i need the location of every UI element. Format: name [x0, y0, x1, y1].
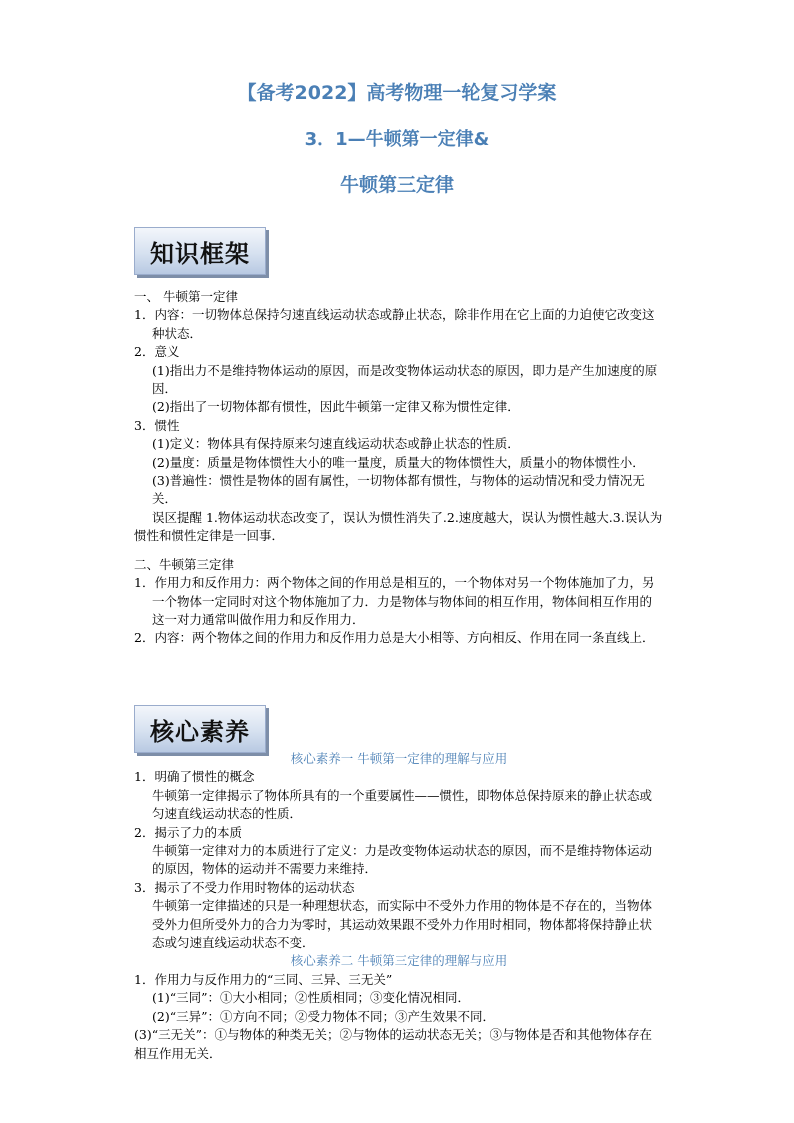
section2-heading: 二、牛顿第三定律: [134, 556, 235, 572]
core1-point2: 2．揭示了力的本质: [134, 824, 242, 840]
knowledge-framework-banner: 知识框架: [134, 227, 266, 275]
section1-heading: 一、 牛顿第一定律: [134, 289, 238, 304]
core1-point2-text: 牛顿第一定律对力的本质进行了定义：力是改变物体运动状态的原因，而不是维持物体运动的原因，物体的运动并不需要力来维持．: [152, 843, 653, 877]
core1-point1-text: 牛顿第一定律揭示了物体所具有的一个重要属性——惯性，即物体总保持原来的静止状态或匀速直线运动状态的性质．: [152, 787, 653, 822]
lesson-title-line2: 牛顿第三定律: [339, 174, 454, 196]
lesson-title-line1: 3．1—牛顿第一定律&: [304, 129, 490, 150]
section1-item3-2: (2)量度：质量是物体惯性大小的唯一量度，质量大的物体惯性大，质量小的物体惯性小．: [152, 454, 645, 470]
section1-item2: 2．意义: [134, 344, 180, 360]
section1-item3-1: (1)定义：物体具有保持原来匀速直线运动状态或静止状态的性质．: [152, 436, 520, 452]
misconception-tip: 误区提醒 1.物体运动状态改变了，误认为惯性消失了.2.速度越大，误认为惯性越大.3.误认为惯性和惯性定律是一回事．: [134, 509, 663, 544]
core1-point3: 3．揭示了不受力作用时物体的运动状态: [134, 879, 355, 895]
knowledge-framework-section: [134, 288, 664, 648]
core1-point3-text: 牛顿第一定律描述的只是一种理想状态，而实际中不受外力作用的物体是不存在的，当物体受外力但所受外力的合力为零时，其运动效果跟不受外力作用时相同，物体都将保持静止状态或匀速直线运动状态不变．: [152, 898, 653, 951]
core2-subtitle: 核心素养二 牛顿第三定律的理解与应用: [290, 953, 508, 969]
section1-item3: 3．惯性: [134, 417, 180, 433]
core1-subtitle: 核心素养一 牛顿第一定律的理解与应用: [290, 751, 508, 766]
section1-item2-2: (2)指出了一切物体都有惯性，因此牛顿第一定律又称为惯性定律．: [152, 399, 520, 415]
core-literacy-section: [134, 750, 664, 1063]
core2-three-different: (2)“三异”：①方向不同；②受力物体不同；③产生效果不同．: [152, 1008, 495, 1024]
core-literacy-banner: 核心素养: [134, 705, 266, 753]
section1-item1: 1．内容：一切物体总保持匀速直线运动状态或静止状态，除非作用在它上面的力迫使它改变这种状态．: [134, 307, 655, 341]
core1-point1: 1．明确了惯性的概念: [134, 769, 255, 785]
section2-item2: 2．内容：两个物体之间的作用力和反作用力总是大小相等、方向相反、作用在同一条直线上．: [134, 630, 655, 646]
section2-item1: 1．作用力和反作用力：两个物体之间的作用总是相互的，一个物体对另一个物体施加了力，另一个物体一定同时对这个物体施加了力．力是物体与物体间的相互作用，物体间相互作用的这一对力通常叫做作用力和反作用力．: [134, 575, 655, 627]
document-title: 【备考2022】高考物理一轮复习学案: [237, 82, 557, 104]
core2-point1: 1．作用力与反作用力的“三同、三异、三无关”: [134, 971, 393, 987]
core2-three-unrelated: (3)“三无关”：①与物体的种类无关；②与物体的运动状态无关；③与物体是否和其他物体存在相互作用无关．: [134, 1027, 652, 1061]
section1-item3-3: (3)普遍性：惯性是物体的固有属性，一切物体都有惯性，与物体的运动情况和受力情况无关．: [152, 473, 645, 507]
core2-three-same: (1)“三同”：①大小相同；②性质相同；③变化情况相同．: [152, 990, 470, 1006]
section1-item2-1: (1)指出力不是维持物体运动的原因，而是改变物体运动状态的原因，即力是产生加速度的原因．: [152, 362, 658, 397]
